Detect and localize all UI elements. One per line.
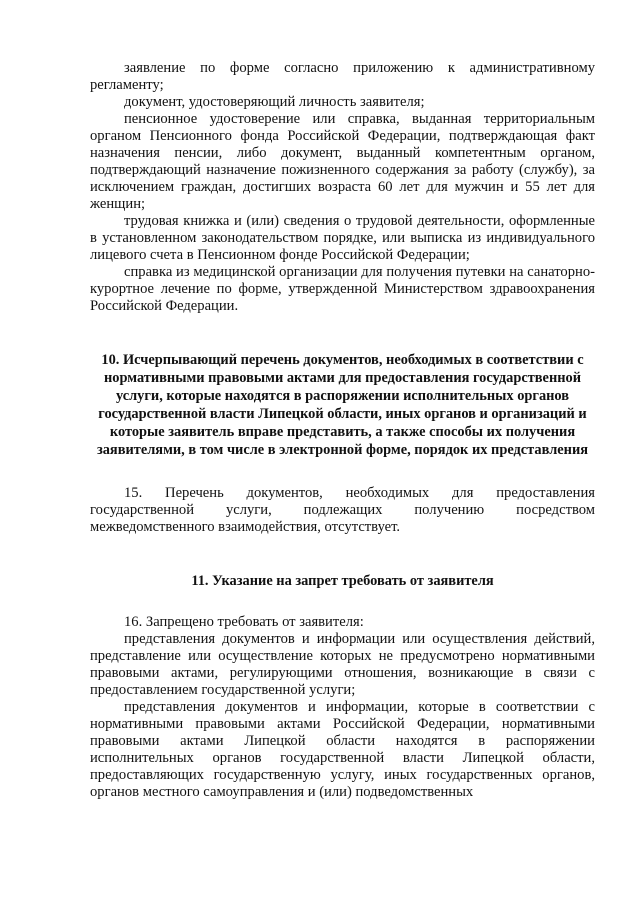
paragraph-16-item-1: представления документов и информации или осуществления действий, представление или осуществление которых не предусмотрено нормативными правовыми актами, регулирующими отношения, возникающие в связи с предоставлением государственной услуги;: [90, 631, 595, 698]
paragraph-pension-certificate: пенсионное удостоверение или справка, выданная территориальным органом Пенсионного фонда Российской Федерации, подтверждающая факт назначения пенсии, либо документ, выданный компетентным органом, подтверждающий назначение пожизненного содержания за работу (службу), за исключением граждан, достигших возраста 60 лет для мужчин и 55 лет для женщин;: [90, 111, 595, 212]
section-spacer: [90, 590, 595, 614]
paragraph-application-form: заявление по форме согласно приложению к административному регламенту;: [90, 60, 595, 93]
section-spacer: [90, 536, 595, 572]
section-10-heading: 10. Исчерпывающий перечень документов, необходимых в соответствии с нормативными правовыми актами для предоставления государственной услуги, которые находятся в распоряжении исполнительных органов государственной власти Липецкой области, иных органов и организаций и которые заявитель вправе представить, а также способы их получения заявителями, в том числе в электронной форме, порядок их представления: [96, 352, 589, 458]
section-spacer: [90, 315, 595, 351]
paragraph-16: 16. Запрещено требовать от заявителя:: [124, 614, 364, 630]
section-spacer: [90, 459, 595, 485]
paragraph-medical-certificate: справка из медицинской организации для получения путевки на санаторно-курортное лечение по форме, утвержденной Министерством здравоохранения Российской Федерации.: [90, 264, 595, 314]
document-page: [90, 60, 595, 801]
paragraph-16-item-2: представления документов и информации, которые в соответствии с нормативными правовыми актами Российской Федерации, нормативными правовыми актами Липецкой области находятся в распоряжении исполнительных органов государственной власти Липецкой области, предоставляющих государственную услугу, иных государственных органов, органов местного самоуправления и (или) подведомственных: [90, 699, 595, 800]
paragraph-work-record: трудовая книжка и (или) сведения о трудовой деятельности, оформленные в установленном законодательством порядке, или выписка из индивидуального лицевого счета в Пенсионном фонде Российской Федерации;: [90, 213, 595, 263]
paragraph-identity-document: документ, удостоверяющий личность заявителя;: [124, 94, 425, 110]
paragraph-15: 15. Перечень документов, необходимых для предоставления государственной услуги, подлежащих получению посредством межведомственного взаимодействия, отсутствует.: [90, 485, 595, 535]
section-11-heading: 11. Указание на запрет требовать от заявителя: [191, 573, 494, 589]
